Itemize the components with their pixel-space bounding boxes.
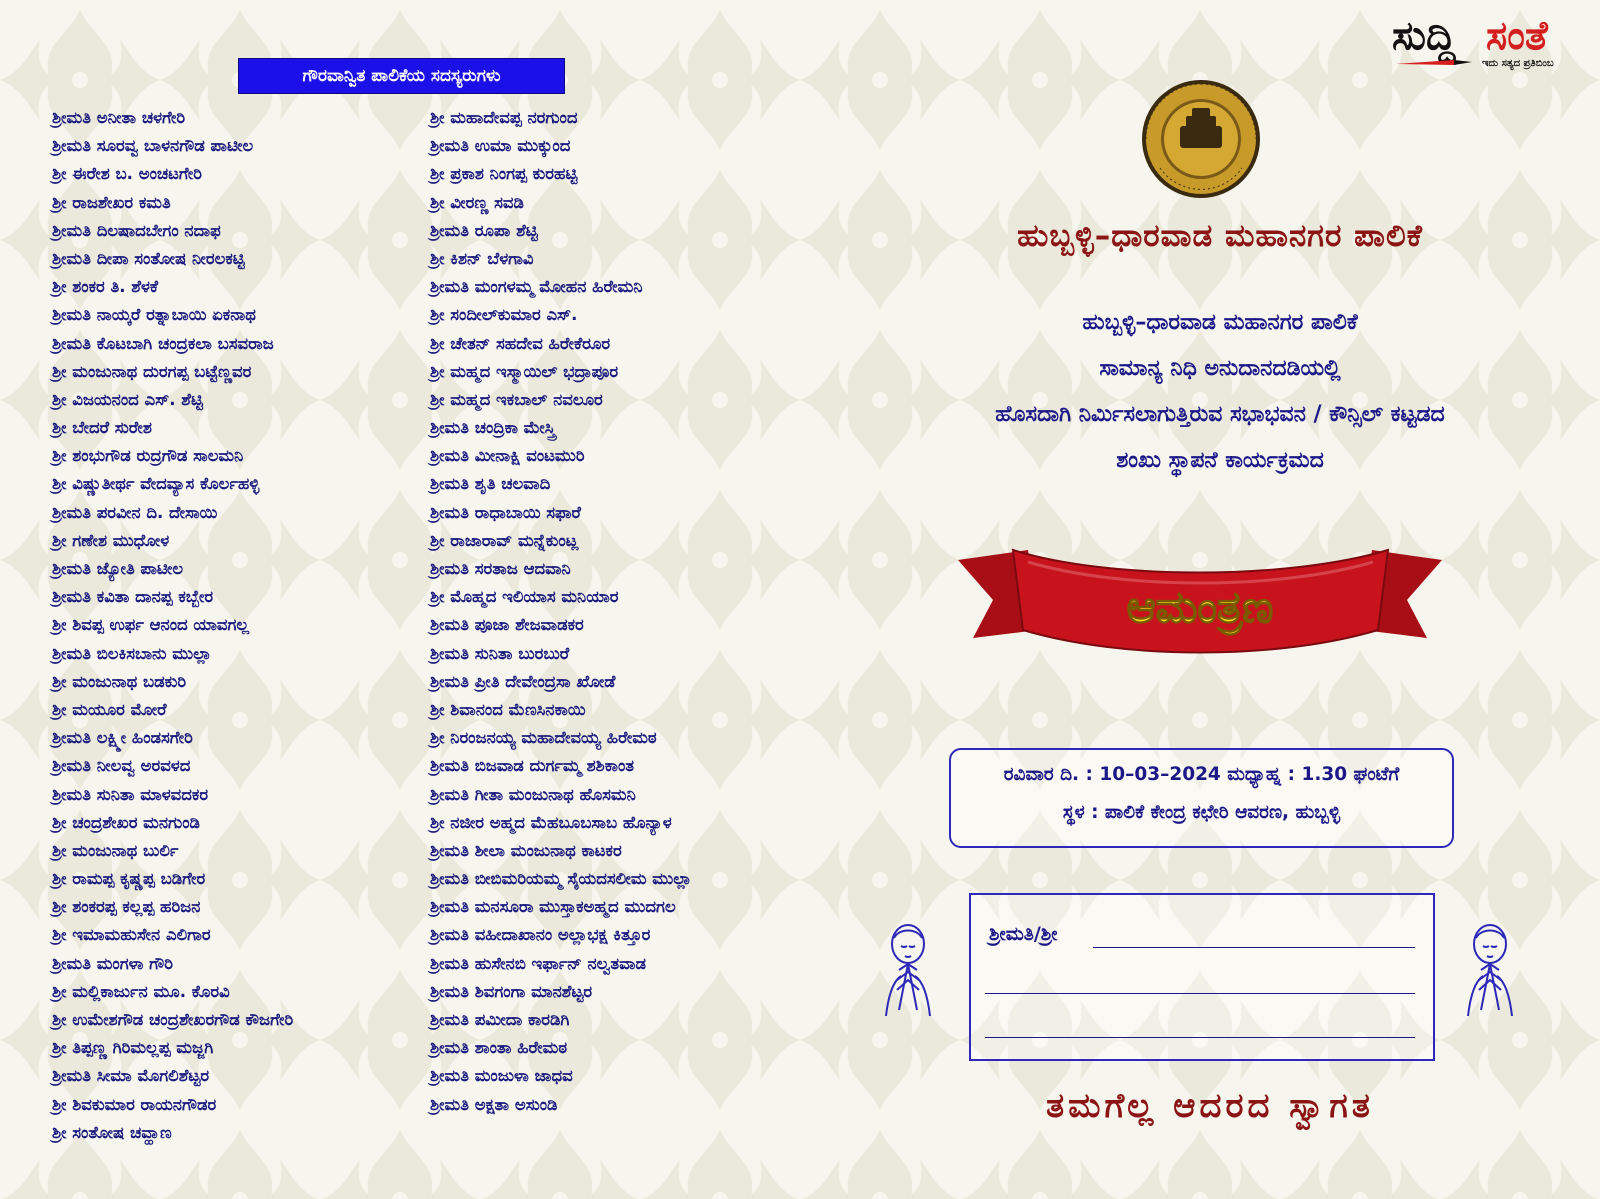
member-name: ಶ್ರೀ ವಿಷ್ಣುತೀರ್ಥ ವೇದವ್ಯಾಸ ಕೊರ್ಲಹಳ್ಳಿ (52, 474, 260, 494)
member-name: ಶ್ರೀ ಶಿವಕುಮಾರ ರಾಯನಗೌಡರ (52, 1094, 217, 1114)
name-line (1093, 947, 1415, 948)
member-name: ಶ್ರೀಮತಿ ದೀಪಾ ಸಂತೋಷ ನೀರಲಕಟ್ಟಿ (52, 248, 245, 268)
member-name: ಶ್ರೀಮತಿ ಪೂಜಾ ಶೇಜವಾಡಕರ (430, 615, 584, 635)
member-name: ಶ್ರೀ ಉಮೇಶಗೌಡ ಚಂದ್ರಶೇಖರಗೌಡ ಕೌಜಗೇರಿ (52, 1010, 294, 1029)
member-name: ಶ್ರೀ ಶಂಕರ ತಿ. ಶೆಳಕೆ (52, 277, 159, 297)
member-name: ಶ್ರೀ ಸಂದೀಲ್‌ಕುಮಾರ ಎಸ್. (430, 305, 578, 325)
member-name: ಶ್ರೀ ಸಂತೋಷ ಚವ್ಹಾಣ (52, 1122, 172, 1142)
logo-tagline: ಇದು ಸತ್ಯದ ಪ್ರತಿಬಿಂಬ (1482, 58, 1554, 69)
member-name: ಶ್ರೀಮತಿ ಮಂಜುಳಾ ಜಾಧವ (430, 1066, 573, 1086)
logo-word-sante: ಸಂತೆ (1486, 13, 1548, 59)
member-name: ಶ್ರೀಮತಿ ಶೀಲಾ ಮಂಜುನಾಥ ಕಾಟಕರ (430, 840, 622, 860)
member-name: ಶ್ರೀ ನಿರಂಜನಯ್ಯ ಮಹಾದೇವಯ್ಯ ಹಿರೇಮಠ (430, 728, 657, 748)
member-name: ಶ್ರೀ ಶಿವಪ್ಪ ಉರ್ಫ ಆನಂದ ಯಾವಗಲ್ಲ (52, 615, 250, 635)
member-name: ಶ್ರೀಮತಿ ಉಮಾ ಮುಕ್ಕುಂದ (430, 136, 571, 156)
member-name: ಶ್ರೀಮತಿ ಸೂರವ್ವ ಬಾಳನಗೌಡ ಪಾಟೀಲ (52, 136, 254, 156)
member-name: ಶ್ರೀ ಮಹ್ಮದ ಇಸ್ಮಾಯಿಲ್ ಭದ್ರಾಪೂರ (430, 361, 619, 381)
member-name: ಶ್ರೀ ಮಂಜುನಾಥ ದುರಗಪ್ಪ ಬಟ್ಟೆಣ್ಣವರ (52, 361, 252, 381)
event-venue: ಸ್ಥಳ : ಪಾಲಿಕೆ ಕೇಂದ್ರ ಕಛೇರಿ ಆವರಣ, ಹುಬ್ಬಳ್ಳಿ (1062, 802, 1341, 823)
member-name: ಶ್ರೀ ಈರೇಶ ಬ. ಅಂಚಟಗೇರಿ (52, 164, 202, 184)
member-name: ಶ್ರೀಮತಿ ಸರತಾಜ ಆದವಾನಿ (430, 559, 571, 578)
member-name: ಶ್ರೀ ಮೊಹ್ಮದ ಇಲಿಯಾಸ ಮನಿಯಾರ (430, 587, 619, 607)
members-column-2 (430, 104, 692, 1119)
member-name: ಶ್ರೀಮತಿ ಮನಸೂರಾ ಮುಸ್ತಾಕಅಹ್ಮದ ಮುದಗಲ (430, 897, 676, 917)
member-name: ಶ್ರೀ ಪ್ರಕಾಶ ನಿಂಗಪ್ಪ ಕುರಹಟ್ಟಿ (430, 164, 578, 184)
member-name: ಶ್ರೀ ತಿಪ್ಪಣ್ಣ ಗಿರಿಮಲ್ಲಪ್ಪ ಮಜ್ಜಗಿ (52, 1038, 214, 1058)
member-name: ಶ್ರೀಮತಿ ಪಮೀದಾ ಕಾರಡಿಗಿ (430, 1010, 570, 1029)
purpose-line: ಹುಬ್ಬಳ್ಳಿ–ಧಾರವಾಡ ಮಹಾನಗರ ಪಾಲಿಕೆ (1082, 310, 1358, 335)
event-datetime: ರವಿವಾರ ದಿ. : 10–03–2024 ಮಧ್ಯಾಹ್ನ : 1.30 ಘಂಟೆಗೆ (1003, 764, 1400, 785)
name-line (985, 1037, 1415, 1038)
member-name: ಶ್ರೀ ರಾಜಾರಾವ್ ಮನ್ನೆಕುಂಟ್ಲ (430, 530, 579, 550)
member-name: ಶ್ರೀ ಶಂಭುಗೌಡ ರುದ್ರಗೌಡ ಸಾಲಮನಿ (52, 446, 244, 466)
member-name: ಶ್ರೀ ಮಯೂರ ಮೋರೆ (52, 699, 167, 719)
ribbon-text: ಆಮಂತ್ರಣ (1126, 582, 1274, 633)
event-purpose (860, 300, 1580, 484)
member-name: ಶ್ರೀಮತಿ ಲಕ್ಷ್ಮೀ ಹಿಂಡಸಗೇರಿ (52, 728, 193, 748)
invitation-ribbon (958, 520, 1442, 678)
invitee-label: ಶ್ರೀಮತಿ/ಶ್ರೀ (989, 923, 1058, 945)
member-name: ಶ್ರೀಮತಿ ರಾಧಾಬಾಯಿ ಸಫಾರೆ (430, 502, 581, 522)
member-name: ಶ್ರೀಮತಿ ಬಿಜವಾಡ ದುರ್ಗಮ್ಮ ಶಶಿಕಾಂತ (430, 756, 634, 776)
purpose-line: ಸಾಮಾನ್ಯ ನಿಧಿ ಅನುದಾನದಡಿಯಲ್ಲಿ (1099, 356, 1341, 381)
member-name: ಶ್ರೀಮತಿ ಅಕ್ಷತಾ ಅಸುಂಡಿ (430, 1094, 558, 1114)
member-name: ಶ್ರೀಮತಿ ಸುನಿತಾ ಮಾಳವದಕರ (52, 784, 209, 804)
member-name: ಶ್ರೀಮತಿ ಚಂದ್ರಿಕಾ ಮೇಸ್ತ್ರಿ (430, 418, 556, 438)
member-name: ಶ್ರೀಮತಿ ಬಿಲಕಿಸಬಾನು ಮುಲ್ಲಾ (52, 643, 212, 663)
member-name: ಶ್ರೀ ವೀರಣ್ಣ ಸವಡಿ (430, 192, 524, 212)
namaste-icon (1463, 920, 1517, 1016)
members-header: ಗೌರವಾನ್ವಿತ ಪಾಲಿಕೆಯ ಸದಸ್ಯರುಗಳು (238, 58, 565, 94)
member-name: ಶ್ರೀಮತಿ ಮಂಗಳಮ್ಮ ಮೋಹನ ಹಿರೇಮನಿ (430, 277, 643, 297)
suddi-sante-logo (1392, 12, 1592, 70)
member-name: ಶ್ರೀಮತಿ ನಾಯ್ಕರೆ ರತ್ನಾಬಾಯಿ ಏಕನಾಥ (52, 305, 256, 325)
logo-word-suddi: ಸುದ್ದಿ (1392, 13, 1456, 59)
name-line (985, 993, 1415, 994)
member-name: ಶ್ರೀಮತಿ ಅನೀತಾ ಚಳಗೇರಿ (52, 108, 186, 127)
purpose-line: ಹೊಸದಾಗಿ ನಿರ್ಮಿಸಲಾಗುತ್ತಿರುವ ಸಭಾಭವನ / ಕೌನ್ಸಿಲ್ ಕಟ್ಟಡದ (995, 402, 1445, 427)
seal-emblem (1140, 78, 1262, 200)
member-name: ಶ್ರೀಮತಿ ಪ್ರೀತಿ ದೇವೇಂದ್ರಸಾ ಖೋಡೆ (430, 671, 616, 691)
member-name: ಶ್ರೀ ಮಂಜುನಾಥ ಬಡಕುರಿ (52, 671, 187, 691)
member-name: ಶ್ರೀ ಗಣೇಶ ಮುಧೋಳ (52, 530, 170, 550)
member-name: ಶ್ರೀ ರಾಮಪ್ಪ ಕೃಷ್ಣಪ್ಪ ಬಡಿಗೇರ (52, 869, 206, 889)
member-name: ಶ್ರೀ ಶಿವಾನಂದ ಮೆಣಸಿನಕಾಯಿ (430, 699, 586, 719)
member-name: ಶ್ರೀ ಬೇದರೆ ಸುರೇಶ (52, 418, 152, 438)
member-name: ಶ್ರೀಮತಿ ಗೀತಾ ಮಂಜುನಾಥ ಹೊಸಮನಿ (430, 784, 636, 804)
member-name: ಶ್ರೀಮತಿ ಕೊಟಬಾಗಿ ಚಂದ್ರಕಲಾ ಬಸವರಾಜ (52, 333, 274, 353)
member-name: ಶ್ರೀ ಮಲ್ಲಿಕಾರ್ಜುನ ಮೂ. ಕೊರವಿ (52, 981, 230, 1001)
member-name: ಶ್ರೀ ಚೇತನ್ ಸಹದೇವ ಹಿರೇಕೆರೂರ (430, 333, 611, 353)
pen-icon (1394, 56, 1474, 68)
member-name: ಶ್ರೀ ಶಂಕರಪ್ಪ ಕಲ್ಲಪ್ಪ ಹರಿಜನ (52, 897, 201, 917)
member-name: ಶ್ರೀಮತಿ ಸುನಿತಾ ಬುರಬುರೆ (430, 643, 570, 663)
member-name: ಶ್ರೀಮತಿ ದಿಲಷಾದಬೇಗಂ ನದಾಫ (52, 220, 221, 240)
purpose-line: ಶಂಖು ಸ್ಥಾಪನೆ ಕಾರ್ಯಕ್ರಮದ (1116, 448, 1324, 473)
member-name: ಶ್ರೀ ಮಹ್ಮದ ಇಕಬಾಲ್ ನವಲೂರ (430, 389, 603, 409)
namaste-icon (881, 920, 935, 1016)
member-name: ಶ್ರೀಮತಿ ವಹೀದಾಖಾನಂ ಅಲ್ಲಾಭಕ್ಷ ಕಿತ್ತೂರ (430, 925, 651, 945)
member-name: ಶ್ರೀಮತಿ ಮೀನಾಕ್ಷಿ ವಂಟಮುರಿ (430, 446, 585, 466)
member-name: ಶ್ರೀಮತಿ ಜ್ಯೋತಿ ಪಾಟೀಲ (52, 559, 184, 578)
member-name: ಶ್ರೀಮತಿ ಬೀಬಿಮರಿಯಮ್ಮ ಸೈಯದಸಲೀಮ ಮುಲ್ಲಾ (430, 869, 692, 889)
member-name: ಶ್ರೀ ಚಂದ್ರಶೇಖರ ಮನಗುಂಡಿ (52, 812, 200, 832)
member-name: ಶ್ರೀಮತಿ ಹುಸೇನಬಿ ಇರ್ಫಾನ್ ನಲ್ವತವಾಡ (430, 953, 646, 973)
member-name: ಶ್ರೀಮತಿ ರೂಪಾ ಶೆಟ್ಟಿ (430, 220, 538, 240)
member-name: ಶ್ರೀ ರಾಜಶೇಖರ ಕಮತಿ (52, 192, 171, 212)
member-name: ಶ್ರೀಮತಿ ಮಂಗಳಾ ಗೌರಿ (52, 953, 173, 973)
member-name: ಶ್ರೀಮತಿ ನೀಲವ್ವ ಅರವಳದ (52, 756, 191, 776)
member-name: ಶ್ರೀಮತಿ ಶಾಂತಾ ಹಿರೇಮಠ (430, 1038, 568, 1058)
member-name: ಶ್ರೀಮತಿ ಸೀಮಾ ಮೊಗಲಿಶೆಟ್ಟರ (52, 1066, 210, 1086)
members-column-1 (52, 104, 293, 1147)
member-name: ಶ್ರೀಮತಿ ಪರವೀನ ದಿ. ದೇಸಾಯಿ (52, 502, 218, 522)
member-name: ಶ್ರೀಮತಿ ಶಿವಗಂಗಾ ಮಾನಶೆಟ್ಟರ (430, 981, 593, 1001)
member-name: ಶ್ರೀ ಮಂಜುನಾಥ ಬುರ್ಲಿ (52, 840, 179, 860)
organisation-title: ಹುಬ್ಬಳ್ಳಿ–ಧಾರವಾಡ ಮಹಾನಗರ ಪಾಲಿಕೆ (1017, 218, 1423, 254)
member-name: ಶ್ರೀ ಇಮಾಮಹುಸೇನ ಎಲಿಗಾರ (52, 925, 211, 945)
member-name: ಶ್ರೀ ಮಹಾದೇವಪ್ಪ ನರಗುಂದ (430, 108, 578, 127)
member-name: ಶ್ರೀಮತಿ ಶೃತಿ ಚಲವಾದಿ (430, 474, 551, 494)
welcome-text: ತಮಗೆಲ್ಲ ಆದರದ ಸ್ವಾಗತ (1046, 1086, 1374, 1126)
member-name: ಶ್ರೀ ಕಿಶನ್ ಬೆಳಗಾವಿ (430, 248, 534, 268)
date-venue-box (949, 748, 1454, 848)
member-name: ಶ್ರೀ ನಜೀರ ಅಹ್ಮದ ಮೆಹಬೂಬಸಾಬ ಹೊನ್ಯಾಳ (430, 812, 672, 832)
invitee-name-box (969, 893, 1435, 1061)
member-name: ಶ್ರೀ ವಿಜಯನಂದ ಎಸ್. ಶೆಟ್ಟಿ (52, 389, 203, 409)
member-name: ಶ್ರೀಮತಿ ಕವಿತಾ ದಾನಪ್ಪ ಕಬ್ಬೇರ (52, 587, 214, 607)
